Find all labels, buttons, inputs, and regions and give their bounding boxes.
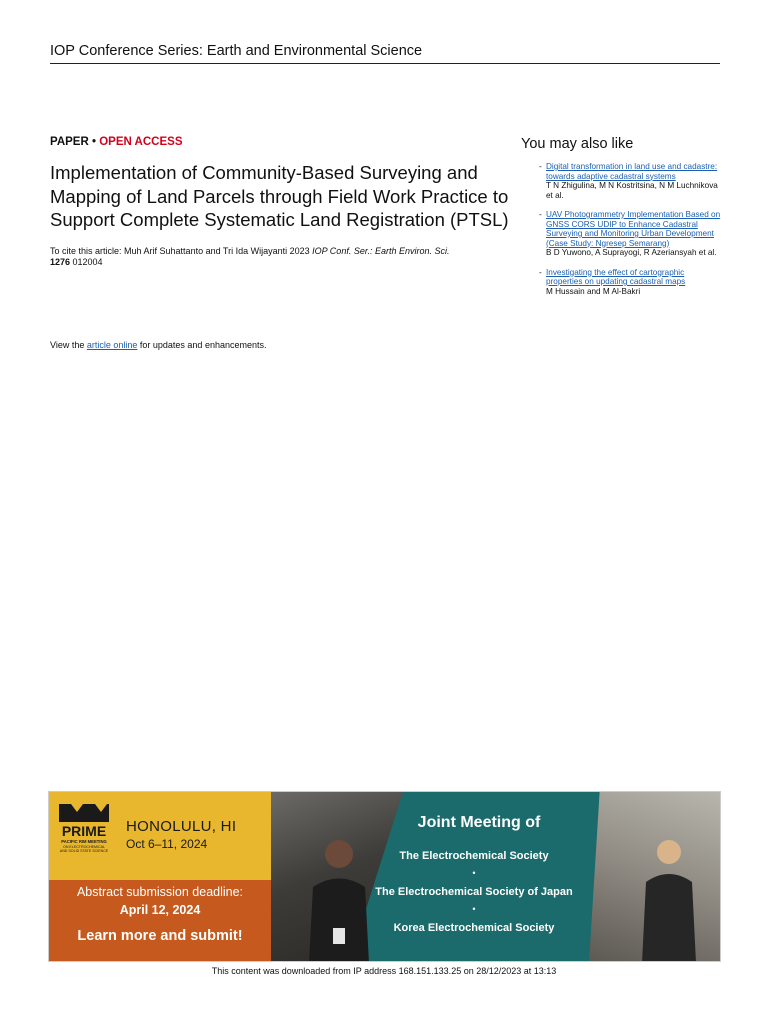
cite-article: 012004 xyxy=(70,256,103,267)
related-link[interactable]: Investigating the effect of cartographic properties on updating cadastral maps xyxy=(546,267,686,286)
related-list xyxy=(521,162,721,296)
list-dash: - xyxy=(539,162,542,171)
logo-sub: PACIFIC RIM MEETING xyxy=(61,839,107,844)
logo-text: PRIME xyxy=(61,823,107,839)
society-bullet: • xyxy=(472,904,476,914)
society-name: The Electrochemical Society xyxy=(399,850,549,862)
related-link[interactable]: UAV Photogrammetry Implementation Based on GNSS CORS UDIP to Enhance Cadastral Surveying and Monitoring Urban Development (Case Study: Ngresep Semarang) xyxy=(546,210,721,248)
journal-title: IOP Conference Series: Earth and Environmental Science xyxy=(50,43,423,59)
cite-journal: IOP Conf. Ser.: Earth Environ. Sci. xyxy=(312,245,450,256)
related-authors: B D Yuwono, A Suprayogi, R Azeriansyah et al. xyxy=(546,248,717,257)
cite-prefix: To cite this article: Muh Arif Suhattanto and Tri Ida Wijayanti 2023 xyxy=(50,245,313,256)
prime-logo xyxy=(55,800,113,854)
event-dates: Oct 6–11, 2024 xyxy=(126,837,208,851)
society-name: The Electrochemical Society of Japan xyxy=(375,886,573,898)
society-name: Korea Electrochemical Society xyxy=(393,922,555,934)
cite-volume: 1276 xyxy=(50,256,71,267)
related-link[interactable]: Digital transformation in land use and cadastre: towards adaptive cadastral systems xyxy=(546,162,718,181)
related-authors: T N Zhigulina, M N Kostritsina, N M Luchnikova et al. xyxy=(546,181,718,200)
list-dash: - xyxy=(539,210,542,219)
attendee-photo-figure xyxy=(624,832,714,962)
related-item xyxy=(521,210,721,258)
article-online-link[interactable]: article online xyxy=(86,340,138,350)
download-note: This content was downloaded from IP address 168.151.133.25 on 28/12/2023 at 13:13 xyxy=(211,966,557,976)
deadline-label: Abstract submission deadline: xyxy=(76,885,244,899)
related-authors: M Hussain and M Al-Bakri xyxy=(546,286,641,296)
journal-header xyxy=(50,42,720,64)
related-item xyxy=(521,268,721,297)
event-location: HONOLULU, HI xyxy=(126,818,237,835)
paper-type-line xyxy=(50,135,515,149)
logo-sub: ON ELECTROCHEMICAL xyxy=(63,845,105,849)
joint-meeting-title: Joint Meeting of xyxy=(417,814,541,831)
conference-ad-banner[interactable] xyxy=(48,791,721,962)
view-suffix: for updates and enhancements. xyxy=(137,340,267,350)
article-info xyxy=(50,135,515,268)
view-prefix: View the xyxy=(50,340,87,350)
list-dash: - xyxy=(539,267,542,277)
view-online-line xyxy=(50,340,266,350)
society-bullet: • xyxy=(472,868,476,878)
deadline-date: April 12, 2024 xyxy=(119,903,201,917)
citation xyxy=(50,246,515,268)
related-title: You may also like xyxy=(521,136,634,152)
logo-sub: AND SOLID STATE SCIENCE xyxy=(59,849,109,853)
paper-label: PAPER xyxy=(50,136,89,148)
related-item xyxy=(521,162,721,200)
article-title: Implementation of Community-Based Surveying and Mapping of Land Parcels through Field Work Practice to Support Complete Systematic Land Registration (PTSL) xyxy=(50,162,509,230)
separator: • xyxy=(88,136,100,148)
related-articles xyxy=(521,136,721,306)
learn-more-button[interactable]: Learn more and submit! xyxy=(77,928,243,944)
open-access-badge: OPEN ACCESS xyxy=(99,136,183,148)
